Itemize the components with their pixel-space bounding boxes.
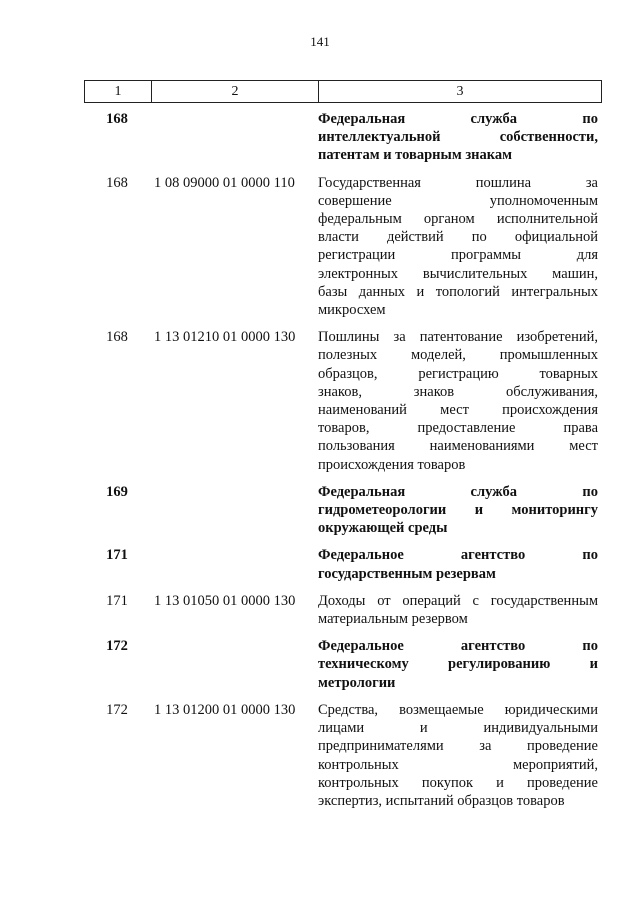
description-line: Федеральная служба по xyxy=(318,111,598,127)
revenue-description xyxy=(318,701,598,810)
description-line: государственным резервам xyxy=(318,565,496,582)
table-body xyxy=(84,110,604,819)
description-line: техническому регулированию и xyxy=(318,656,598,673)
description-line: Государственная пошлина за xyxy=(318,174,598,191)
description-line: базы данных и топологий интегральных xyxy=(318,283,598,300)
admin-code: 171 xyxy=(106,592,128,609)
revenue-description xyxy=(318,174,598,320)
revenue-description xyxy=(318,546,598,582)
description-line: полезных моделей, промышленных xyxy=(318,347,598,364)
description-line: наименований мест происхождения xyxy=(318,402,598,419)
description-line: Федеральное агентство по xyxy=(318,638,598,655)
description-line: пользования наименованиями мест xyxy=(318,438,598,455)
table-row xyxy=(84,637,604,692)
admin-code: 168 xyxy=(106,329,128,346)
description-line: гидрометеорологии и мониторингу xyxy=(318,502,598,519)
description-line: окружающей среды xyxy=(318,520,448,537)
budget-classification-code xyxy=(150,483,318,538)
budget-classification-code xyxy=(150,546,318,582)
budget-classification-code xyxy=(150,637,318,692)
revenue-description xyxy=(318,328,598,474)
description-line: регистрации программы для xyxy=(318,247,598,264)
column-header-row xyxy=(85,81,602,103)
budget-classification-code: 1 13 01210 01 0000 130 xyxy=(154,329,296,346)
table-row xyxy=(84,328,604,474)
admin-code: 168 xyxy=(106,174,128,191)
description-line: патентам и товарным знакам xyxy=(318,147,513,164)
description-line: Федеральное агентство по xyxy=(318,547,598,564)
description-line: интеллектуальной собственности, xyxy=(318,129,598,146)
table-row xyxy=(84,483,604,538)
description-line: власти действий по официальной xyxy=(318,229,598,246)
description-line: совершение уполномоченным xyxy=(318,192,598,209)
description-line: Пошлины за патентование изобретений, xyxy=(318,329,598,346)
admin-code: 171 xyxy=(106,547,128,564)
table-row xyxy=(84,546,604,582)
admin-code: 169 xyxy=(106,483,128,500)
description-line: образцов, регистрацию товарных xyxy=(318,365,598,382)
description-line: лицами и индивидуальными xyxy=(318,720,598,737)
budget-classification-code: 1 13 01050 01 0000 130 xyxy=(154,592,296,609)
revenue-description xyxy=(318,110,598,165)
description-line: контрольных мероприятий, xyxy=(318,756,598,773)
revenue-description xyxy=(318,637,598,692)
description-line: экспертиз, испытаний образцов товаров xyxy=(318,792,565,809)
column-header-3: 3 xyxy=(319,81,602,103)
description-line: контрольных покупок и проведение xyxy=(318,774,598,791)
revenue-description xyxy=(318,592,598,628)
description-line: Федеральная служба по xyxy=(318,483,598,500)
description-line: Доходы от операций с государственным xyxy=(318,592,598,609)
admin-code: 168 xyxy=(106,111,128,127)
column-header-2: 2 xyxy=(152,81,319,103)
table-row xyxy=(84,701,604,810)
description-line: материальным резервом xyxy=(318,611,468,628)
column-header-table xyxy=(84,80,602,103)
table-row xyxy=(84,110,604,165)
admin-code: 172 xyxy=(106,638,128,655)
budget-classification-code xyxy=(150,110,318,165)
column-header-1: 1 xyxy=(85,81,152,103)
description-line: знаков, знаков обслуживания, xyxy=(318,383,598,400)
description-line: федеральным органом исполнительной xyxy=(318,211,598,228)
budget-classification-code: 1 08 09000 01 0000 110 xyxy=(154,174,295,191)
description-line: происхождения товаров xyxy=(318,456,466,473)
page-number: 141 xyxy=(310,34,330,49)
admin-code: 172 xyxy=(106,701,128,718)
budget-classification-code: 1 13 01200 01 0000 130 xyxy=(154,701,296,718)
description-line: Средства, возмещаемые юридическими xyxy=(318,701,598,718)
description-line: товаров, предоставление права xyxy=(318,420,598,437)
table-row xyxy=(84,174,604,320)
description-line: метрологии xyxy=(318,674,396,691)
description-line: предпринимателями за проведение xyxy=(318,738,598,755)
description-line: электронных вычислительных машин, xyxy=(318,265,598,282)
description-line: микросхем xyxy=(318,302,386,319)
revenue-description xyxy=(318,483,598,538)
table-row xyxy=(84,592,604,628)
